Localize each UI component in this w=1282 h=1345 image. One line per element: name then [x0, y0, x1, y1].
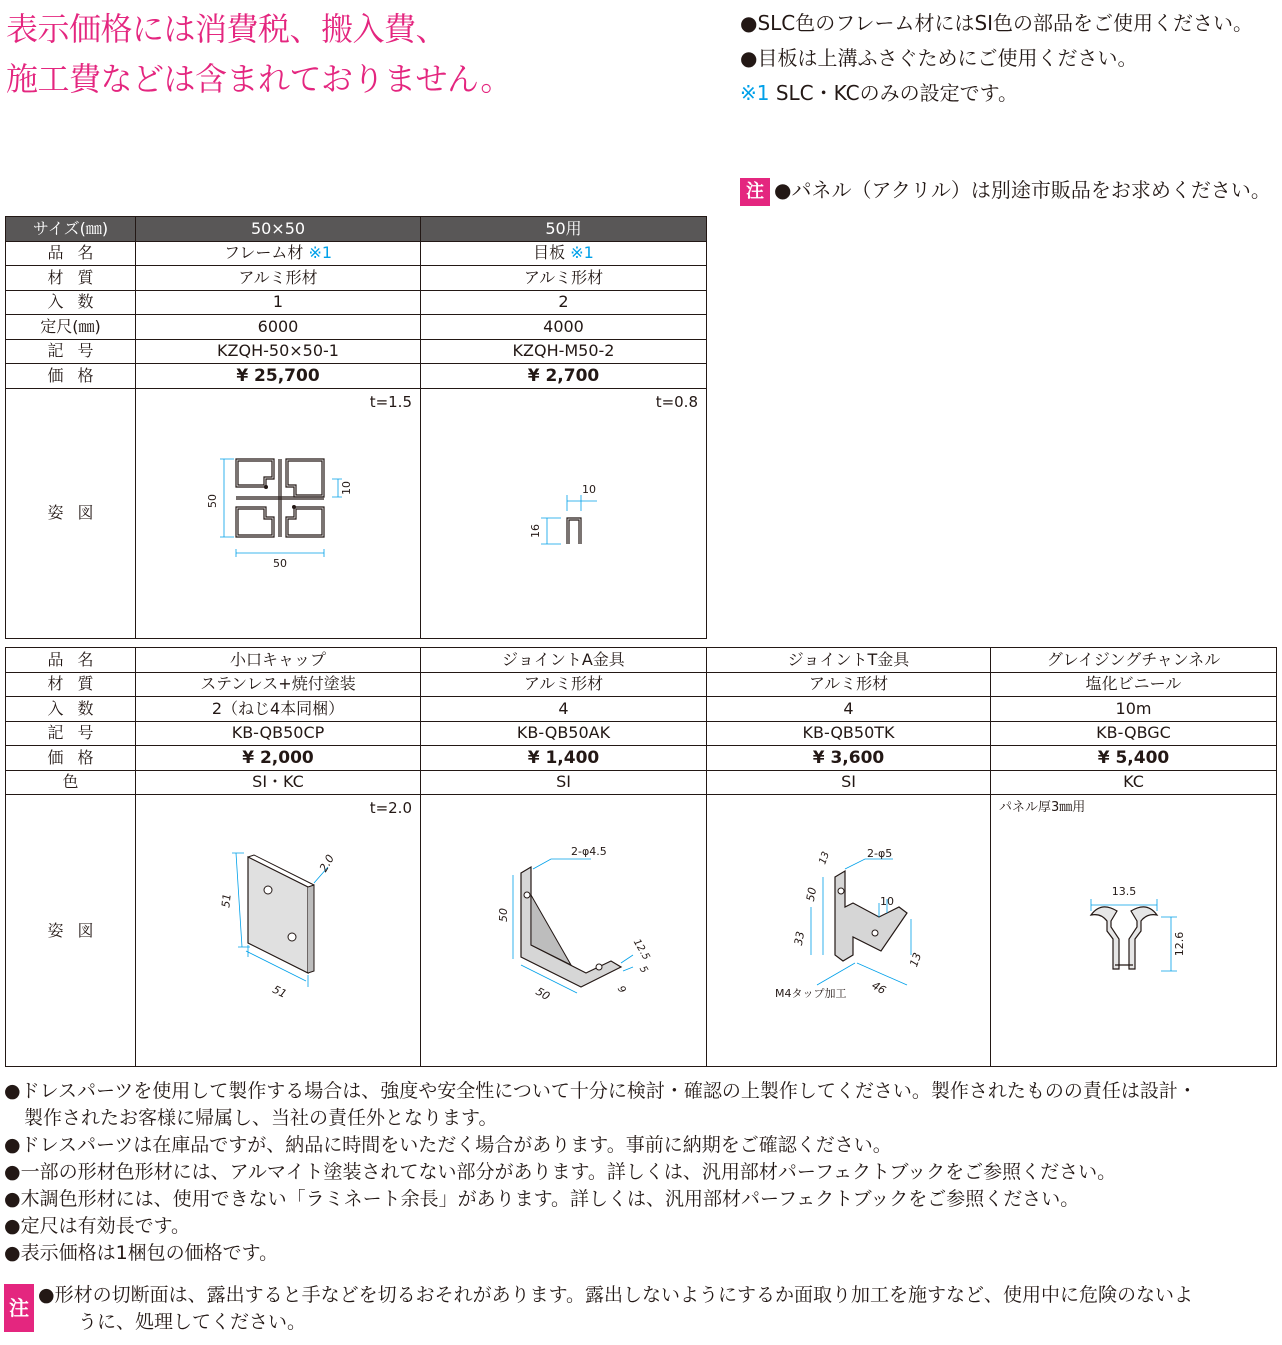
row-label-material: 材質	[6, 672, 136, 697]
dim-thickness: 2.0	[316, 852, 337, 875]
dim-height: 16	[529, 523, 542, 538]
table-row	[6, 697, 1277, 722]
joint-t-drawing	[707, 795, 991, 1067]
row-label-color: 色	[6, 770, 136, 795]
dim-5: 5	[636, 964, 650, 976]
cell-qty: 4	[707, 697, 991, 722]
table-row	[6, 795, 1277, 1067]
dim-12-5: 12.5	[630, 937, 652, 963]
dim-width: 51	[270, 982, 289, 1001]
table-row	[6, 672, 1277, 697]
dim-9: 9	[614, 984, 628, 996]
strip-profile-drawing	[421, 389, 707, 639]
frame-profile-drawing	[136, 389, 421, 639]
dim-33: 33	[791, 930, 808, 947]
table-row	[6, 388, 707, 638]
frame-figure	[136, 388, 421, 638]
joint-a-drawing	[421, 795, 707, 1067]
note-footnote-1	[740, 76, 1280, 111]
table-row	[6, 217, 707, 242]
cell-name: 小口キャップ	[136, 648, 421, 673]
thickness-label: t=2.0	[369, 799, 412, 817]
cell-name: ジョイントT金具	[707, 648, 991, 673]
cell-qty: 2（ねじ4本同梱）	[136, 697, 421, 722]
dim-hole: 2-φ4.5	[571, 845, 607, 858]
cell-qty: 10m	[991, 697, 1277, 722]
footnote-mark: ※1	[308, 243, 333, 263]
product-name: 目板	[533, 243, 566, 263]
product-name: フレーム材	[223, 243, 304, 263]
table-row	[6, 339, 707, 364]
row-label-figure: 姿図	[6, 388, 136, 638]
cell-material: アルミ形材	[136, 266, 421, 291]
dim-width: 50	[273, 556, 287, 570]
cell-material: ステンレス+焼付塗装	[136, 672, 421, 697]
dim-height: 50	[206, 493, 219, 508]
channel-figure	[991, 795, 1277, 1067]
price-disclaimer-line2: 施工費などは含まれておりません。	[6, 60, 512, 98]
footnote-text: SLC・KCのみの設定です。	[769, 81, 1019, 105]
table-row	[6, 770, 1277, 795]
glazing-channel-drawing	[991, 795, 1277, 1067]
table-row	[6, 648, 1277, 673]
note-line: ●定尺は有効長です。	[4, 1215, 191, 1237]
footnote-mark: ※1	[570, 243, 594, 263]
cell-material: アルミ形材	[707, 672, 991, 697]
cell-name: グレイジングチャンネル	[991, 648, 1277, 673]
cell-code: KB-QBGC	[991, 721, 1277, 746]
cell-material: アルミ形材	[421, 266, 707, 291]
row-label-length: 定尺(㎜)	[6, 315, 136, 340]
row-label-name: 品名	[6, 241, 136, 266]
joint-a-figure	[421, 795, 707, 1067]
dim-46: 46	[869, 978, 889, 998]
cell-price: ¥ 1,400	[421, 746, 707, 771]
row-label-qty: 入数	[6, 290, 136, 315]
note-line: 製作されたお客様に帰属し、当社の責任外となります。	[24, 1107, 498, 1129]
table-row	[6, 266, 707, 291]
cell-qty: 2	[421, 290, 707, 315]
note-line: ●表示価格は1梱包の価格です。	[4, 1242, 279, 1264]
cell-length: 6000	[136, 315, 421, 340]
caution-line: ●形材の切断面は、露出すると手などを切るおそれがあります。露出しないようにするか面取り加工を施すなど、使用中に危険のないよ	[38, 1284, 1194, 1306]
cell-color: SI	[707, 770, 991, 795]
row-label-price: 価格	[6, 746, 136, 771]
cut-edge-caution	[4, 1282, 1280, 1336]
cell-price: ¥ 3,600	[707, 746, 991, 771]
cell-name	[136, 241, 421, 266]
size-frame: 50×50	[136, 217, 421, 242]
cell-code: KB-QB50AK	[421, 721, 707, 746]
dim-width: 10	[582, 482, 596, 496]
row-label-material: 材質	[6, 266, 136, 291]
cell-color: SI・KC	[136, 770, 421, 795]
row-label-code: 記号	[6, 721, 136, 746]
dim-13b: 13	[907, 951, 925, 969]
price-disclaimer-line1: 表示価格には消費税、搬入費、	[6, 10, 448, 48]
caution-line: うに、処理してください。	[78, 1311, 307, 1333]
row-label-qty: 入数	[6, 697, 136, 722]
thickness-label: t=1.5	[369, 392, 412, 411]
cell-qty: 1	[136, 290, 421, 315]
cell-name: ジョイントA金具	[421, 648, 707, 673]
cell-name	[421, 241, 707, 266]
parts-spec-table	[5, 647, 1277, 1067]
row-label-figure: 姿図	[6, 795, 136, 1067]
usage-notes	[4, 1078, 1280, 1267]
cell-price: ¥ 2,700	[421, 364, 707, 389]
cell-qty: 4	[421, 697, 707, 722]
dim-hole: 2-φ5	[867, 847, 893, 860]
row-label-price: 価格	[6, 364, 136, 389]
cell-material: アルミ形材	[421, 672, 707, 697]
dim-slot: 10	[340, 480, 353, 495]
dim-height: 12.6	[1173, 931, 1186, 957]
dim-13: 13	[817, 850, 832, 867]
end-cap-drawing	[136, 795, 421, 1067]
row-label-code: 記号	[6, 339, 136, 364]
note-strip-usage: ●目板は上溝ふさぐためにご使用ください。	[740, 46, 1138, 70]
panel-thickness-note: パネル厚3㎜用	[999, 800, 1086, 815]
size-strip: 50用	[421, 217, 707, 242]
cell-code: KZQH-M50-2	[421, 339, 707, 364]
note-slc-color: ●SLC色のフレーム材にはSI色の部品をご使用ください。	[740, 11, 1254, 35]
size-label: サイズ(㎜)	[6, 217, 136, 242]
cell-price: ¥ 25,700	[136, 364, 421, 389]
dim-width: 50	[533, 984, 553, 1004]
tap-label: M4タップ加工	[775, 987, 847, 1000]
note-line: ●一部の形材色形材には、アルマイト塗装されてない部分があります。詳しくは、汎用部材パーフェクトブックをご参照ください。	[4, 1161, 1117, 1183]
panel-caution-text: ●パネル（アクリル）は別途市販品をお求めください。	[774, 178, 1271, 202]
dim-height: 50	[497, 908, 510, 922]
dim-height: 51	[219, 892, 234, 909]
row-label-name: 品名	[6, 648, 136, 673]
top-notes	[740, 6, 1280, 111]
cell-code: KZQH-50×50-1	[136, 339, 421, 364]
cell-price: ¥ 5,400	[991, 746, 1277, 771]
cell-material: 塩化ビニール	[991, 672, 1277, 697]
table-row	[6, 290, 707, 315]
note-line: ●木調色形材には、使用できない「ラミネート余長」があります。詳しくは、汎用部材パーフェクトブックをご参照ください。	[4, 1188, 1080, 1210]
note-line: ●ドレスパーツを使用して製作する場合は、強度や安全性について十分に検討・確認の上製作してください。製作されたものの責任は設計・	[4, 1080, 1197, 1102]
table-row	[6, 241, 707, 266]
dim-50: 50	[803, 886, 820, 903]
caution-tag: 注	[740, 178, 770, 206]
cap-figure	[136, 795, 421, 1067]
joint-t-figure	[707, 795, 991, 1067]
cell-color: KC	[991, 770, 1277, 795]
table-row	[6, 746, 1277, 771]
cell-code: KB-QB50TK	[707, 721, 991, 746]
dim-width: 13.5	[1111, 885, 1137, 898]
table-row	[6, 364, 707, 389]
cell-price: ¥ 2,000	[136, 746, 421, 771]
table-row	[6, 315, 707, 340]
cell-length: 4000	[421, 315, 707, 340]
frame-spec-table	[5, 216, 707, 639]
strip-figure	[421, 388, 707, 638]
cell-color: SI	[421, 770, 707, 795]
thickness-label: t=0.8	[655, 392, 698, 411]
price-disclaimer	[6, 4, 726, 104]
table-row	[6, 721, 1277, 746]
caution-tag: 注	[4, 1284, 34, 1332]
footnote-mark: ※1	[740, 81, 770, 105]
panel-caution	[740, 174, 1271, 206]
cell-code: KB-QB50CP	[136, 721, 421, 746]
dim-10: 10	[880, 895, 894, 908]
note-line: ●ドレスパーツは在庫品ですが、納品に時間をいただく場合があります。事前に納期をご確認ください。	[4, 1134, 892, 1156]
